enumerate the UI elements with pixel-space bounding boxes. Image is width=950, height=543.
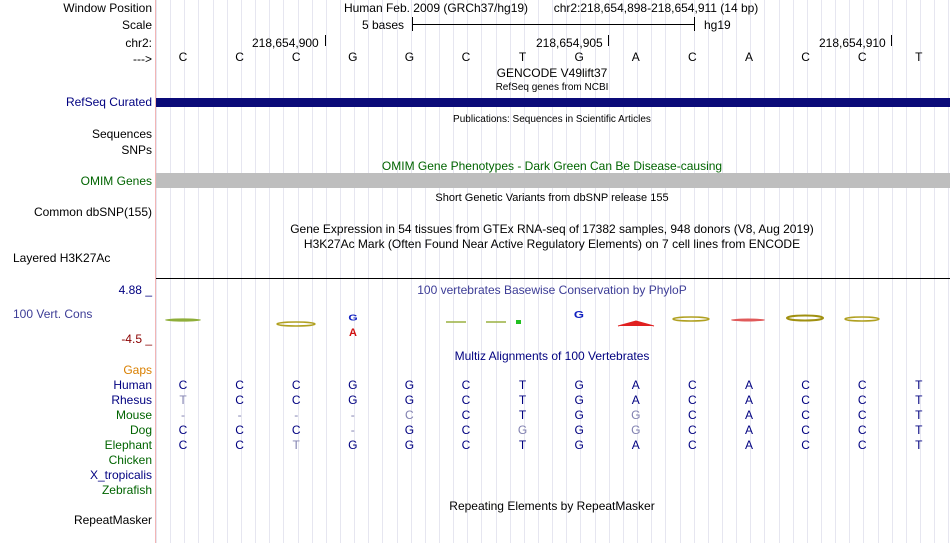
chrom-label: chr2: xyxy=(125,36,152,50)
phylop-glyph-11 xyxy=(731,319,765,322)
phylop-glyph-4b: A xyxy=(349,327,357,339)
grid-line xyxy=(722,0,723,543)
alignment-base: G xyxy=(404,423,415,437)
alignment-base: C xyxy=(857,378,867,392)
grid-line xyxy=(354,0,355,543)
grid-line xyxy=(283,0,284,543)
gtex-title: Gene Expression in 54 tissues from GTEx RNA-seq of 17382 samples, 948 donors (V8, Aug 2019) xyxy=(290,222,814,236)
species-label[interactable]: Elephant xyxy=(104,438,152,452)
track-area[interactable] xyxy=(156,0,950,543)
reference-base: T xyxy=(518,50,527,64)
phylop-glyph-7 xyxy=(516,320,521,324)
reference-base: C xyxy=(178,50,188,64)
alignment-base: - xyxy=(294,408,299,422)
scale-bar-right-tick xyxy=(694,17,695,31)
alignment-base: C xyxy=(235,423,244,437)
alignment-base: G xyxy=(404,393,415,407)
grid-line xyxy=(863,0,864,543)
species-label[interactable]: X_tropicalis xyxy=(89,468,152,482)
grid-line xyxy=(609,0,610,543)
species-label[interactable]: Chicken xyxy=(108,453,152,467)
grid-line xyxy=(750,0,751,543)
grid-line xyxy=(651,0,652,543)
grid-line xyxy=(736,0,737,543)
alignment-base: C xyxy=(461,378,471,392)
alignment-base: A xyxy=(744,393,753,407)
h3k27ac-title: H3K27Ac Mark (Often Found Near Active Regulatory Elements) on 7 cell lines from ENCODE xyxy=(303,237,801,251)
grid-line xyxy=(170,0,171,543)
grid-line xyxy=(184,0,185,543)
coord-tick-1 xyxy=(325,35,326,46)
alignment-base: C xyxy=(178,423,188,437)
grid-line xyxy=(255,0,256,543)
phylop-glyph-3 xyxy=(277,322,315,326)
alignment-base: T xyxy=(915,423,923,437)
alignment-base: C xyxy=(857,438,867,452)
coord-label-1: 218,654,900 xyxy=(252,36,319,50)
phylop-glyph-12 xyxy=(787,316,823,321)
scale-label: Scale xyxy=(121,18,152,32)
layered-h3k27ac-label[interactable]: Layered H3K27Ac xyxy=(13,251,111,265)
grid-line xyxy=(694,0,695,543)
alignment-base: A xyxy=(631,378,640,392)
grid-line xyxy=(680,0,681,543)
grid-line xyxy=(807,0,808,543)
omim-gene-bar[interactable] xyxy=(156,173,950,188)
species-label[interactable]: Human xyxy=(113,378,152,392)
reference-base: G xyxy=(348,50,358,64)
species-label[interactable]: Mouse xyxy=(115,408,152,422)
repeatmasker-label[interactable]: RepeatMasker xyxy=(73,513,152,527)
grid-line xyxy=(368,0,369,543)
alignment-base: C xyxy=(178,438,188,452)
track-label-column xyxy=(0,0,155,543)
alignment-base: C xyxy=(291,393,301,407)
scale-bar xyxy=(412,24,694,25)
alignment-base: G xyxy=(517,423,528,437)
grid-line xyxy=(849,0,850,543)
reference-base: C xyxy=(801,50,810,64)
phylop-glyph-9 xyxy=(618,321,654,326)
reference-base: A xyxy=(744,50,753,64)
alignment-base: G xyxy=(631,423,641,437)
coord-tick-2 xyxy=(608,35,609,46)
alignment-base: G xyxy=(574,438,584,452)
repeatmasker-title: Repeating Elements by RepeatMasker xyxy=(449,499,655,513)
track-separator xyxy=(156,278,950,279)
alignment-base: - xyxy=(237,408,242,422)
alignment-base: C xyxy=(235,393,244,407)
window-position-label: Window Position xyxy=(63,1,152,15)
phylop-track-label[interactable]: 100 Vert. Cons xyxy=(13,307,93,321)
grid-line xyxy=(835,0,836,543)
alignment-base: A xyxy=(744,408,753,422)
position-range: chr2:218,654,898-218,654,911 (14 bp) xyxy=(553,1,759,15)
phylop-glyph-13 xyxy=(845,317,879,321)
alignment-base: G xyxy=(574,378,584,392)
alignment-base: T xyxy=(292,438,300,452)
phylop-min-label: -4.5 _ xyxy=(121,332,152,346)
grid-line xyxy=(467,0,468,543)
grid-line xyxy=(878,0,879,543)
alignment-base: C xyxy=(857,393,867,407)
alignment-base: C xyxy=(235,378,244,392)
grid-line xyxy=(708,0,709,543)
gencode-title: GENCODE V49lift37 xyxy=(496,66,608,80)
grid-line xyxy=(425,0,426,543)
alignment-base: C xyxy=(461,423,471,437)
alignment-base: C xyxy=(801,438,810,452)
phylop-glyph-10 xyxy=(673,317,709,321)
grid-line xyxy=(439,0,440,543)
alignment-base: G xyxy=(404,378,415,392)
reference-base: C xyxy=(291,50,301,64)
grid-line xyxy=(481,0,482,543)
alignment-base: A xyxy=(744,423,753,437)
reference-base: C xyxy=(688,50,697,64)
coord-tick-3 xyxy=(891,35,892,46)
reference-base: C xyxy=(857,50,867,64)
alignment-base: A xyxy=(744,438,753,452)
grid-line xyxy=(637,0,638,543)
phylop-glyph-1 xyxy=(165,318,201,321)
grid-line xyxy=(453,0,454,543)
grid-line xyxy=(821,0,822,543)
refseq-curated-label[interactable]: RefSeq Curated xyxy=(65,95,152,109)
alignment-base: C xyxy=(235,438,244,452)
grid-line xyxy=(340,0,341,543)
alignment-base: T xyxy=(179,393,187,407)
alignment-base: C xyxy=(801,378,810,392)
grid-line xyxy=(156,0,157,543)
grid-line xyxy=(665,0,666,543)
dbsnp-title: Short Genetic Variants from dbSNP release 155 xyxy=(435,192,669,204)
reference-base: G xyxy=(574,50,584,64)
refseq-gene-bar[interactable] xyxy=(156,98,950,107)
grid-line xyxy=(764,0,765,543)
alignment-base: G xyxy=(574,408,584,422)
alignment-base: C xyxy=(688,378,697,392)
alignment-base: C xyxy=(461,408,471,422)
alignment-base: A xyxy=(631,438,640,452)
gaps-label[interactable]: Gaps xyxy=(123,363,152,377)
grid-line xyxy=(779,0,780,543)
alignment-base: C xyxy=(405,408,414,422)
alignment-base: T xyxy=(518,378,527,392)
alignment-base: T xyxy=(518,438,527,452)
reference-base: C xyxy=(235,50,244,64)
grid-line xyxy=(623,0,624,543)
alignment-base: C xyxy=(461,438,471,452)
alignment-base: C xyxy=(688,393,697,407)
alignment-base: T xyxy=(915,378,923,392)
phylop-glyph-4a: G xyxy=(348,313,358,323)
species-label[interactable]: Rhesus xyxy=(111,393,152,407)
grid-line xyxy=(920,0,921,543)
alignment-base: T xyxy=(915,438,923,452)
reference-base: G xyxy=(404,50,415,64)
reference-base: T xyxy=(915,50,923,64)
alignment-base: C xyxy=(857,408,867,422)
reference-base: C xyxy=(461,50,471,64)
alignment-base: C xyxy=(688,423,697,437)
alignment-base: C xyxy=(461,393,471,407)
alignment-base: C xyxy=(801,408,810,422)
publications-title: Publications: Sequences in Scientific Articles xyxy=(453,114,651,125)
snps-label[interactable]: SNPs xyxy=(121,143,152,157)
species-label[interactable]: Zebrafish xyxy=(101,483,152,497)
phylop-glyph-8: G xyxy=(573,310,585,321)
alignment-base: - xyxy=(350,423,355,437)
alignment-base: - xyxy=(350,408,355,422)
omim-genes-label[interactable]: OMIM Genes xyxy=(80,174,152,188)
coord-label-3: 218,654,910 xyxy=(819,36,886,50)
grid-line xyxy=(298,0,299,543)
omim-title: OMIM Gene Phenotypes - Dark Green Can Be Disease-causing xyxy=(381,159,723,173)
grid-line xyxy=(793,0,794,543)
reference-base: A xyxy=(631,50,640,64)
grid-line xyxy=(241,0,242,543)
alignment-base: C xyxy=(857,423,867,437)
grid-line xyxy=(312,0,313,543)
alignment-base: T xyxy=(915,408,923,422)
strand-label: ---> xyxy=(133,52,152,66)
refseq-subtitle: RefSeq genes from NCBI xyxy=(495,82,609,93)
grid-line xyxy=(411,0,412,543)
grid-line xyxy=(397,0,398,543)
grid-line xyxy=(906,0,907,543)
alignment-base: C xyxy=(801,393,810,407)
alignment-base: G xyxy=(348,438,358,452)
phylop-title: 100 vertebrates Basewise Conservation by PhyloP xyxy=(417,283,687,297)
alignment-base: A xyxy=(744,378,753,392)
sequences-label[interactable]: Sequences xyxy=(91,127,152,141)
alignment-base: C xyxy=(291,423,301,437)
grid-line xyxy=(382,0,383,543)
alignment-base: C xyxy=(291,378,301,392)
coord-label-2: 218,654,905 xyxy=(536,36,603,50)
alignment-base: G xyxy=(631,408,641,422)
grid-line xyxy=(948,0,949,543)
alignment-base: T xyxy=(518,393,527,407)
alignment-base: A xyxy=(631,393,640,407)
assembly-title: Human Feb. 2009 (GRCh37/hg19) xyxy=(343,1,529,15)
alignment-base: G xyxy=(348,378,358,392)
alignment-base: C xyxy=(688,408,697,422)
alignment-base: T xyxy=(518,408,527,422)
grid-line xyxy=(198,0,199,543)
alignment-base: C xyxy=(688,438,697,452)
alignment-base: T xyxy=(915,393,923,407)
alignment-base: G xyxy=(348,393,358,407)
alignment-base: G xyxy=(404,438,415,452)
species-label[interactable]: Dog xyxy=(129,423,152,437)
alignment-base: C xyxy=(178,378,188,392)
alignment-base: - xyxy=(181,408,185,422)
scale-text: 5 bases xyxy=(362,18,405,32)
common-dbsnp-label[interactable]: Common dbSNP(155) xyxy=(33,205,152,219)
alignment-base: G xyxy=(574,393,584,407)
scale-db: hg19 xyxy=(704,18,731,32)
alignment-base: C xyxy=(801,423,810,437)
grid-line xyxy=(934,0,935,543)
grid-line xyxy=(269,0,270,543)
multiz-title: Multiz Alignments of 100 Vertebrates xyxy=(454,349,650,363)
alignment-base: G xyxy=(574,423,584,437)
grid-line xyxy=(326,0,327,543)
phylop-max-label: 4.88 _ xyxy=(118,283,152,297)
grid-line xyxy=(213,0,214,543)
phylop-logo xyxy=(156,300,950,345)
grid-line xyxy=(227,0,228,543)
grid-line xyxy=(892,0,893,543)
